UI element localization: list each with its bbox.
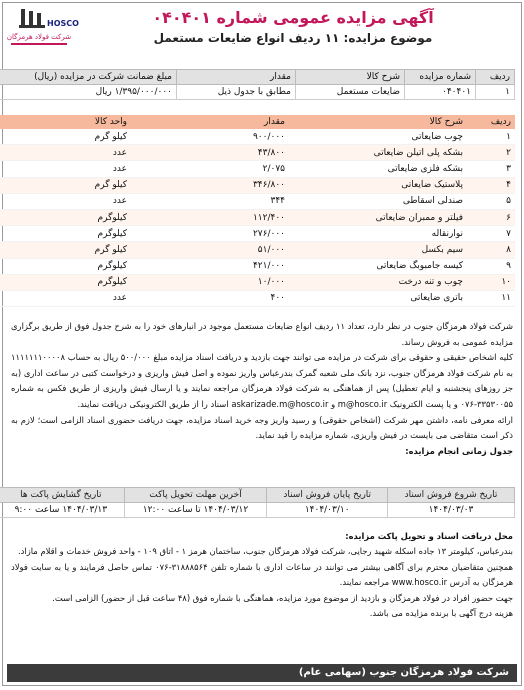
col-item-desc: شرح کالا (296, 70, 405, 85)
notice-header (73, 7, 513, 47)
cell: سیم بکسل (289, 242, 467, 258)
paragraph-requirements: ارائه معرفی نامه، داشتن مهر شرکت (اشخاص حقوقی) و رسید واریز وجه خرید اسناد مزایده، جهت دریافت حضوری اسناد الزامی است؛ لازم به ذکر است متقاضی می بایست در فیش واریزی، شماره مزایده را قید نماید. (11, 414, 513, 441)
cell: ۹ (467, 258, 515, 274)
schedule-title: جدول زمانی انجام مزایده: (405, 445, 513, 456)
cell: کیلوگرم (0, 258, 131, 274)
col-sale-start: تاریخ شروع فروش اسناد (388, 488, 515, 503)
cell: بشکه پلی اتیلن ضایعاتی (289, 145, 467, 161)
logo-mark: HOSCO (47, 19, 79, 28)
cell: ۷ (467, 226, 515, 242)
delivery-section (11, 529, 513, 621)
cell: ۱ (467, 129, 515, 145)
auction-notice (2, 2, 522, 686)
delivery-contact: همچنین متقاضیان محترم برای آگاهی بیشتر می توانند در ساعات اداری با شماره تلفن ۳۱۸۸۸۵۶۴-۰۷۶ تماس حاصل فرمایند و یا به سایت فولاد هرمزگان به آدرس www.hosco.ir مراجعه نمایند. (11, 561, 513, 588)
cell: عدد (0, 145, 131, 161)
cell: نوارنقاله (289, 226, 467, 242)
col-row: ردیف (467, 115, 515, 129)
col-quantity: مقدار (131, 115, 289, 129)
table-row (0, 274, 515, 290)
cell: کیلوگرم (0, 209, 131, 225)
items-body (0, 129, 515, 307)
cell: ۱ (476, 85, 515, 100)
cell: ۱۰/۰۰۰ (131, 274, 289, 290)
cell: کیلوگرم (0, 274, 131, 290)
cell: کیلو گرم (0, 129, 131, 145)
cell: کیلو گرم (0, 242, 131, 258)
cell: مطابق با جدول ذیل (177, 85, 296, 100)
cell: ۶ (467, 209, 515, 225)
paragraph-participation: کلیه اشخاص حقیقی و حقوقی برای شرکت در مزایده می توانند جهت بازدید و دریافت اسناد مزایده مبلغ ۵۰۰/۰۰۰ ریال به حساب ۱۱۱۱۱۱۱۰۰۰۰۸ به نام شرکت فولاد هرمزگان جنوب، نزد بانک ملی شعبه گمرک بندرعباس واریز نموده و اصل فیش واریزی و درخواست کتبی در ساعت اداری (به جز روزهای پنجشنبه و ایام تعطیل) پس از هماهنگی به شرکت فولاد هرمزگان مراجعه نمایند و یا ارسال فیش واریزی از طریق فکس به شماره ۳۳۵۳۰۰۵۵-۰۷۶ و یا پست الکترونیک m@hosco.ir و askarizade.m@hosco.ir اسناد را از طریق الکترونیکی دریافت نمایند. (11, 352, 513, 409)
cell: فیلتر و ممبران ضایعاتی (289, 209, 467, 225)
cell: ۱۴۰۴/۰۳/۱۰ (267, 503, 388, 518)
cell: چوب ضایعاتی (289, 129, 467, 145)
cell: ۱۰ (467, 274, 515, 290)
table-row (0, 242, 515, 258)
col-guarantee: مبلغ ضمانت شرکت در مزایده (ریال) (0, 70, 177, 85)
table-row (0, 193, 515, 209)
delivery-title: محل دریافت اسناد و تحویل پاکت مزایده: (345, 531, 513, 541)
cell: عدد (0, 193, 131, 209)
paragraph-intro: شرکت فولاد هرمزگان جنوب در نظر دارد، تعداد ۱۱ ردیف انواع ضایعات مستعمل موجود در انبارهای خود را به شرح جدول فوق از طریق برگزاری مزایده عمومی به فروش رساند. (11, 321, 513, 347)
cell: ۹۰۰/۰۰۰ (131, 129, 289, 145)
cell: باتری ضایعاتی (289, 290, 467, 306)
notice-title: آگهی مزایده عمومی شماره ۰۴۰۴۰۱ (152, 8, 434, 27)
notice-body (11, 319, 513, 459)
cell: عدد (0, 161, 131, 177)
cell: صندلی اسقاطی (289, 193, 467, 209)
col-sale-end: تاریخ پایان فروش اسناد (267, 488, 388, 503)
table-row (0, 161, 515, 177)
cell: ۵۱/۰۰۰ (131, 242, 289, 258)
summary-header-row (0, 70, 515, 85)
cell: ضایعات مستعمل (296, 85, 405, 100)
schedule-row (0, 503, 515, 518)
summary-table (0, 69, 515, 100)
footer-company-name: شرکت فولاد هرمزگان جنوب (سهامی عام) (298, 667, 509, 678)
cell: ۳ (467, 161, 515, 177)
cell: ۲ (467, 145, 515, 161)
cell: ۴۰۰ (131, 290, 289, 306)
table-row (0, 226, 515, 242)
col-deadline: آخرین مهلت تحویل پاکت (124, 488, 267, 503)
delivery-visit: جهت حضور افراد در فولاد هرمزگان و بازدید از موضوع مورد مزایده، هماهنگی با شماره فوق (۴۸ ساعت قبل از حضور) الزامی است. (52, 592, 513, 603)
cell: عدد (0, 290, 131, 306)
cell: ۱/۳۹۵/۰۰۰/۰۰۰ ریال (0, 85, 177, 100)
notice-subtitle: موضوع مزایده: ۱۱ ردیف انواع ضایعات مستعمل (153, 31, 433, 45)
table-row (0, 209, 515, 225)
cell: ۱۴۰۴/۰۳/۱۳ ساعت ۹:۰۰ (0, 503, 124, 518)
cell: ۰۴۰۴۰۱ (405, 85, 476, 100)
summary-row (0, 85, 515, 100)
col-row: ردیف (476, 70, 515, 85)
items-table (0, 115, 515, 307)
table-row (0, 290, 515, 306)
cell: ۱۴۰۴/۰۳/۱۲ تا ساعت ۱۲:۰۰ (124, 503, 267, 518)
cell: ۵ (467, 193, 515, 209)
cell: ۱۱۲/۴۰۰ (131, 209, 289, 225)
schedule-header-row (0, 488, 515, 503)
company-logo (6, 7, 79, 55)
table-row (0, 177, 515, 193)
cell: ۲۷۶/۰۰۰ (131, 226, 289, 242)
cell: ۳۴۶/۸۰۰ (131, 177, 289, 193)
table-row (0, 145, 515, 161)
cell: ۴ (467, 177, 515, 193)
cell: ۱۴۰۴/۰۳/۰۳ (388, 503, 515, 518)
col-item-desc: شرح کالا (289, 115, 467, 129)
cell: ۴۳/۸۰۰ (131, 145, 289, 161)
logo-name: شرکت فولاد هرمزگان (6, 33, 72, 41)
delivery-address: بندرعباس، کیلومتر ۱۳ جاده اسکله شهید رجایی، شرکت فولاد هرمزگان جنوب، ساختمان هرمز ۱ - اتاق ۱۰۹ - واحد فروش خدمات و اقلام مازاد. (17, 546, 513, 557)
col-auction-number: شماره مزایده (405, 70, 476, 85)
footer-bar (7, 664, 517, 682)
cell: بشکه فلزی ضایعاتی (289, 161, 467, 177)
col-unit: واحد کالا (0, 115, 131, 129)
cell: چوب و تنه درخت (289, 274, 467, 290)
cell: ۸ (467, 242, 515, 258)
items-header-row (0, 115, 515, 129)
delivery-fee: هزینه درج آگهی با برنده مزایده می باشد. (369, 608, 513, 619)
cell: پلاستیک ضایعاتی (289, 177, 467, 193)
cell: کیلو گرم (0, 177, 131, 193)
cell: کیسه جامبوبگ ضایعاتی (289, 258, 467, 274)
col-opening: تاریخ گشایش پاکت ها (0, 488, 124, 503)
cell: ۲/۰۷۵ (131, 161, 289, 177)
schedule-table (0, 487, 515, 518)
col-quantity: مقدار (177, 70, 296, 85)
cell: ۳۴۴ (131, 193, 289, 209)
cell: ۴۲۱/۰۰۰ (131, 258, 289, 274)
cell: کیلوگرم (0, 226, 131, 242)
factory-icon (6, 7, 79, 55)
table-row (0, 258, 515, 274)
cell: ۱۱ (467, 290, 515, 306)
table-row (0, 129, 515, 145)
